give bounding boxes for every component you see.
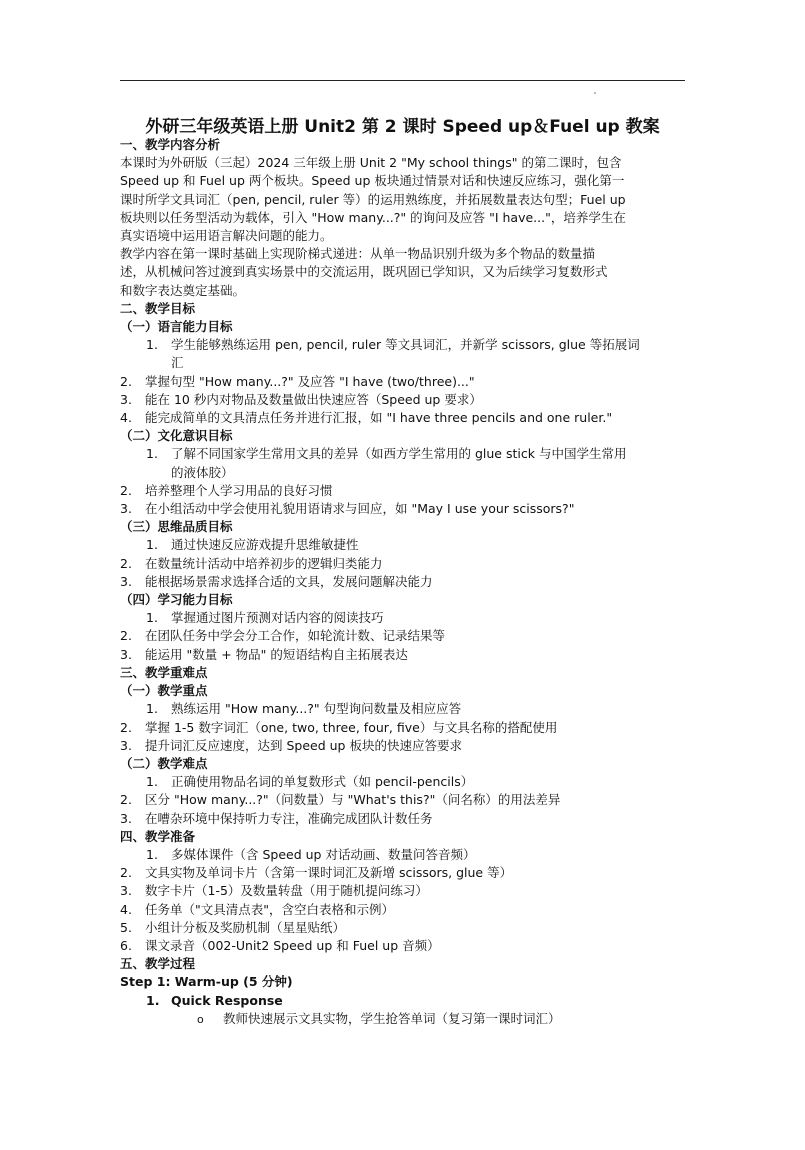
list-number: 3. bbox=[120, 573, 132, 589]
list-number: 1. bbox=[146, 337, 158, 353]
list-number: 2. bbox=[120, 628, 132, 644]
list-text: 能在 10 秒内对物品及数量做出快速应答（Speed up 要求） bbox=[145, 391, 482, 407]
list-text: 任务单（"文具清点表"，含空白表格和示例） bbox=[145, 901, 394, 917]
list-number: 2. bbox=[120, 792, 132, 808]
paragraph-line: 教学内容在第一课时基础上实现阶梯式递进：从单一物品识别升级为多个物品的数量描 bbox=[120, 246, 596, 262]
list-number: 3. bbox=[120, 883, 132, 899]
list-item bbox=[120, 882, 680, 900]
list-text: 能运用 "数量 + 物品" 的短语结构自主拓展表达 bbox=[145, 646, 408, 662]
list-item bbox=[120, 737, 680, 755]
list-number: 3. bbox=[120, 737, 132, 753]
paragraph-line: 本课时为外研版（三起）2024 三年级上册 Unit 2 "My school things" 的第二课时，包含 bbox=[120, 155, 622, 171]
list-number: 2. bbox=[120, 555, 132, 571]
step-heading: Step 1: Warm-up (5 分钟) bbox=[120, 974, 293, 990]
list-item bbox=[120, 627, 680, 645]
list-number: 2. bbox=[120, 719, 132, 735]
list-text: 掌握通过图片预测对话内容的阅读技巧 bbox=[171, 610, 384, 626]
list-text: 小组计分板及奖励机制（星星贴纸） bbox=[145, 919, 346, 935]
list-number: 3. bbox=[120, 810, 132, 826]
scan-dot bbox=[594, 92, 596, 94]
list-number: 3. bbox=[120, 391, 132, 407]
list-item bbox=[120, 536, 680, 554]
list-text: 了解不同国家学生常用文具的差异（如西方学生常用的 glue stick 与中国学生常用 bbox=[171, 446, 627, 462]
list-text: 在团队任务中学会分工合作，如轮流计数、记录结果等 bbox=[145, 628, 446, 644]
subsection-heading: （四）学习能力目标 bbox=[120, 592, 233, 608]
list-number: 3. bbox=[120, 501, 132, 517]
list-number: 2. bbox=[120, 865, 132, 881]
list-text: 能根据场景需求选择合适的文具，发展问题解决能力 bbox=[145, 573, 433, 589]
list-number: 1. bbox=[146, 992, 160, 1008]
list-number: 6. bbox=[120, 937, 132, 953]
list-text: 掌握 1-5 数字词汇（one, two, three, four, five）与文具名称的搭配使用 bbox=[145, 719, 558, 735]
list-number: 3. bbox=[120, 646, 132, 662]
list-number: 1. bbox=[146, 774, 158, 790]
list-item-continuation: 汇 bbox=[171, 355, 184, 371]
list-item bbox=[120, 409, 680, 427]
list-number: 1. bbox=[146, 537, 158, 553]
list-text: 在数量统计活动中培养初步的逻辑归类能力 bbox=[145, 555, 383, 571]
list-text: 教师快速展示文具实物，学生抢答单词（复习第一课时词汇） bbox=[223, 1010, 561, 1026]
list-item bbox=[120, 445, 680, 463]
paragraph-line: 板块则以任务型活动为载体，引入 "How many...?" 的询问及应答 "I have..."，培养学生在 bbox=[120, 209, 626, 225]
paragraph-line: 真实语境中运用语言解决问题的能力。 bbox=[120, 228, 333, 244]
list-text: 课文录音（002-Unit2 Speed up 和 Fuel up 音频） bbox=[145, 937, 440, 953]
list-number: 1. bbox=[146, 701, 158, 717]
list-text: 数字卡片（1-5）及数量转盘（用于随机提问练习） bbox=[145, 883, 428, 899]
list-item bbox=[120, 373, 680, 391]
list-text: 文具实物及单词卡片（含第一课时词汇及新增 scissors, glue 等） bbox=[145, 865, 513, 881]
list-text: 区分 "How many...?"（问数量）与 "What's this?"（问名称）的用法差异 bbox=[145, 792, 561, 808]
list-text: 学生能够熟练运用 pen, pencil, ruler 等文具词汇，并新学 scissors, glue 等拓展词 bbox=[171, 337, 640, 353]
list-text: 在小组活动中学会使用礼貌用语请求与回应，如 "May I use your scissors?" bbox=[145, 501, 575, 517]
list-item bbox=[120, 391, 680, 409]
section-heading: 四、教学准备 bbox=[120, 828, 196, 844]
list-item bbox=[120, 937, 680, 955]
document-body bbox=[120, 136, 680, 1029]
section-heading: 五、教学过程 bbox=[120, 956, 196, 972]
list-text: 掌握句型 "How many...?" 及应答 "I have (two/three)..." bbox=[145, 373, 475, 389]
bullet-marker: o bbox=[197, 1012, 204, 1026]
section-heading: 二、教学目标 bbox=[120, 300, 196, 316]
step-subheading bbox=[120, 992, 680, 1010]
list-item bbox=[120, 646, 680, 664]
list-text: Quick Response bbox=[171, 992, 283, 1008]
list-text: 正确使用物品名词的单复数形式（如 pencil-pencils） bbox=[171, 774, 474, 790]
list-item bbox=[120, 810, 680, 828]
list-item bbox=[120, 791, 680, 809]
list-item bbox=[120, 700, 680, 718]
list-text: 能完成简单的文具清点任务并进行汇报，如 "I have three pencils and one ruler." bbox=[145, 410, 613, 426]
list-text: 通过快速反应游戏提升思维敏捷性 bbox=[171, 537, 359, 553]
list-item bbox=[120, 573, 680, 591]
subsection-heading: （一）教学重点 bbox=[120, 683, 208, 699]
paragraph-line: 和数字表达奠定基础。 bbox=[120, 282, 246, 298]
list-number: 1. bbox=[146, 446, 158, 462]
list-item bbox=[120, 482, 680, 500]
list-text: 在嘈杂环境中保持听力专注，准确完成团队计数任务 bbox=[145, 810, 433, 826]
list-item bbox=[120, 719, 680, 737]
paragraph-line: 课时所学文具词汇（pen, pencil, ruler 等）的运用熟练度，并拓展数量表达句型；Fuel up bbox=[120, 191, 626, 207]
list-number: 1. bbox=[146, 846, 158, 862]
list-item bbox=[120, 773, 680, 791]
paragraph-line: 述，从机械问答过渡到真实场景中的交流运用，既巩固已学知识，又为后续学习复数形式 bbox=[120, 264, 608, 280]
subsection-heading: （二）教学难点 bbox=[120, 755, 208, 771]
list-text: 多媒体课件（含 Speed up 对话动画、数量问答音频） bbox=[171, 846, 476, 862]
paragraph-line: Speed up 和 Fuel up 两个板块。Speed up 板块通过情景对话和快速反应练习，强化第一 bbox=[120, 173, 625, 189]
list-text: 提升词汇反应速度，达到 Speed up 板块的快速应答要求 bbox=[145, 737, 462, 753]
list-item bbox=[120, 864, 680, 882]
list-number: 1. bbox=[146, 610, 158, 626]
list-item bbox=[120, 609, 680, 627]
list-text: 熟练运用 "How many...?" 句型询问数量及相应应答 bbox=[171, 701, 462, 717]
list-number: 4. bbox=[120, 410, 132, 426]
list-number: 2. bbox=[120, 373, 132, 389]
list-item bbox=[120, 919, 680, 937]
page-title: 外研三年级英语上册 Unit2 第 2 课时 Speed up＆Fuel up 教案 bbox=[145, 117, 660, 137]
subsection-heading: （三）思维品质目标 bbox=[120, 519, 233, 535]
list-number: 5. bbox=[120, 919, 132, 935]
subsection-heading: （一）语言能力目标 bbox=[120, 319, 233, 335]
subsection-heading: （二）文化意识目标 bbox=[120, 428, 233, 444]
list-number: 2. bbox=[120, 482, 132, 498]
header-rule bbox=[120, 80, 685, 81]
list-text: 培养整理个人学习用品的良好习惯 bbox=[145, 482, 333, 498]
list-item bbox=[120, 555, 680, 573]
bullet-item bbox=[120, 1010, 680, 1029]
list-item-continuation: 的液体胶） bbox=[171, 464, 234, 480]
list-item bbox=[120, 846, 680, 864]
section-heading: 三、教学重难点 bbox=[120, 664, 208, 680]
list-item bbox=[120, 336, 680, 354]
list-item bbox=[120, 500, 680, 518]
list-item bbox=[120, 901, 680, 919]
section-heading: 一、教学内容分析 bbox=[120, 137, 221, 152]
list-number: 4. bbox=[120, 901, 132, 917]
